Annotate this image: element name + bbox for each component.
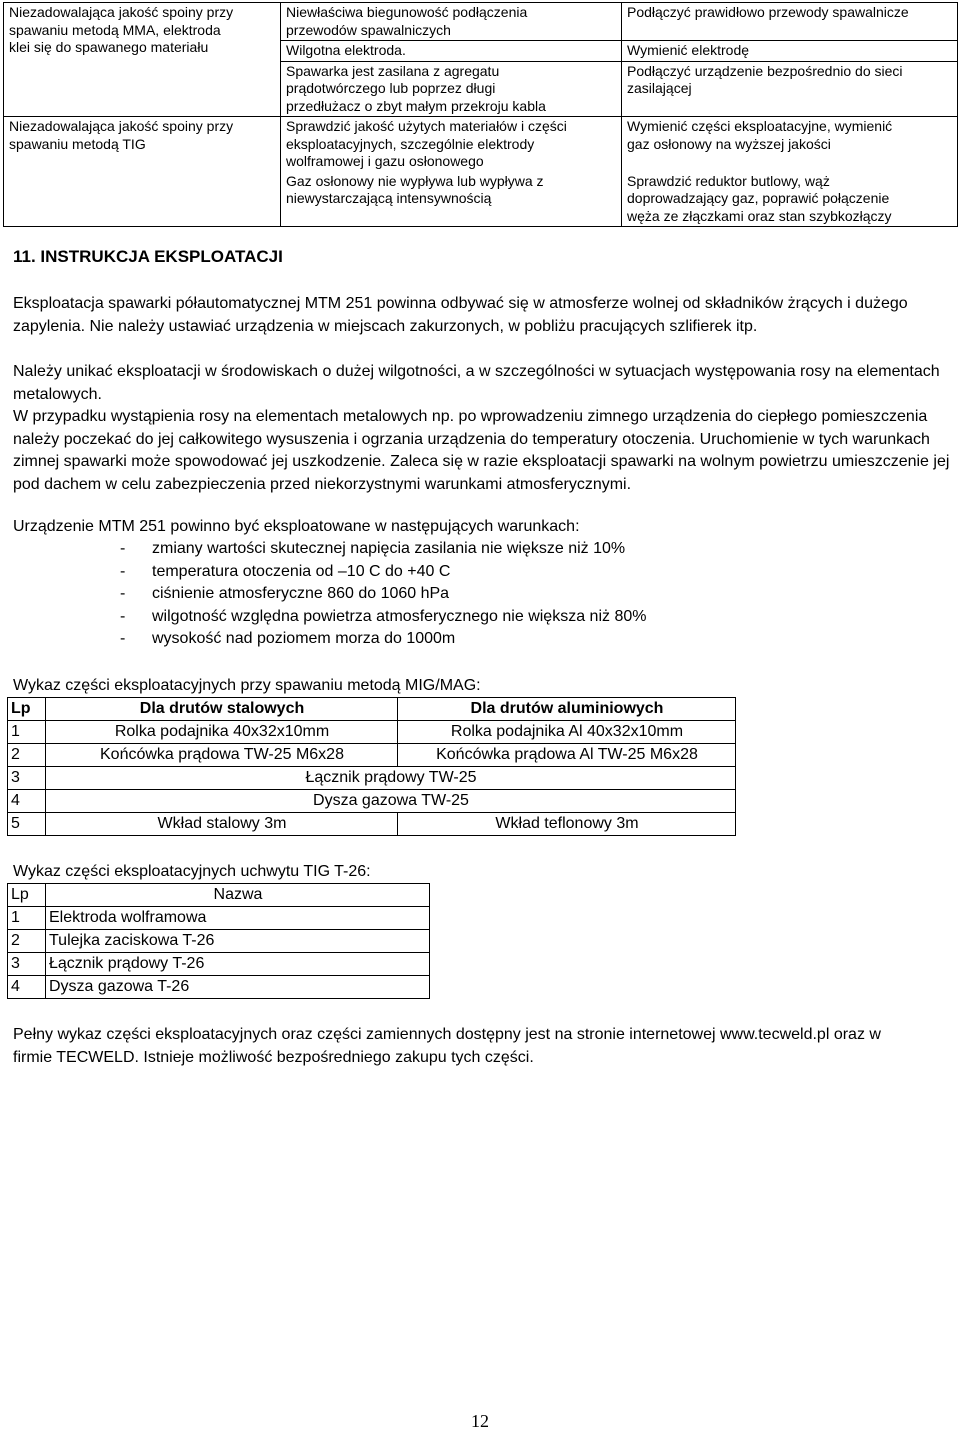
list-item xyxy=(120,561,646,584)
cause-line: przedłużacz o zbyt małym przekroju kabla xyxy=(286,97,546,114)
cause-line: Wilgotna elektroda. xyxy=(286,42,406,58)
name-cell: Tulejka zaciskowa T-26 xyxy=(46,930,430,953)
header-cell-lp: Lp xyxy=(8,884,46,907)
list-dash: - xyxy=(120,630,126,647)
table-row xyxy=(8,767,736,790)
list-dash: - xyxy=(120,562,126,580)
table-row xyxy=(8,790,736,813)
problem-line: klei się do spawanego materiału xyxy=(9,39,209,55)
remedy-cell xyxy=(622,172,958,227)
list-item-text: temperatura otoczenia od –10 C do +40 C xyxy=(152,562,451,580)
remedy-line: Podłączyć prawidłowo przewody spawalnicze xyxy=(627,4,909,20)
remedy-line: Podłączyć urządzenie bezpośrednio do sieci xyxy=(627,62,903,79)
steel-cell: Końcówka prądowa TW-25 M6x28 xyxy=(46,744,398,767)
list-item xyxy=(120,538,646,561)
operating-conditions-list xyxy=(120,538,646,651)
cause-line: Niewłaściwa biegunowość podłączenia xyxy=(286,4,528,20)
steel-cell: Rolka podajnika 40x32x10mm xyxy=(46,721,398,744)
table-row xyxy=(8,813,736,836)
name-cell: Łącznik prądowy T-26 xyxy=(46,953,430,976)
table-row xyxy=(4,117,958,172)
table-row xyxy=(4,3,958,41)
remedy-line: węża ze złączkami oraz stan szybkozłączy xyxy=(627,207,892,224)
list-item xyxy=(120,628,646,651)
cause-cell xyxy=(281,117,622,172)
remedy-line: doprowadzający gaz, poprawić połączenie xyxy=(627,190,890,206)
paragraph: W przypadku wystąpienia rosy na elementach metalowych np. po wprowadzeniu zimnego urządzenia do ciepłego pomieszczenia należy poczekać do jej całkowitego wysuszenia i ogrzania urządzenia do temperatury otoczenia. Uruchomienie w tych warunkach zimnej spawarki może spowodować jej uszkodzenie. Zaleca się w razie eksploatacji spawarki na wolnym powietrzu umieszczenie jej pod dachem w celu zabezpieczenia przed niekorzystnymi warunkami atmosferycznymi. xyxy=(13,408,950,493)
aluminium-cell: Wkład teflonowy 3m xyxy=(398,813,736,836)
table-row xyxy=(8,976,430,999)
remedy-cell xyxy=(622,41,958,62)
remedy-line: Sprawdzić reduktor butlowy, wąż xyxy=(627,172,830,189)
lp-cell: 2 xyxy=(8,744,46,767)
list-item-text: wysokość nad poziomem morza do 1000m xyxy=(152,630,456,647)
paragraph: Eksploatacja spawarki półautomatycznej MTM 251 powinna odbywać się w atmosferze wolnej od składników żrących i dużego zapylenia. Nie należy ustawiać urządzenia w miejscach zakurzonych, w pobliżu pracujących szlifierek itp. xyxy=(13,295,908,335)
table-row xyxy=(8,953,430,976)
merged-cell: Dysza gazowa TW-25 xyxy=(46,790,736,813)
list-dash: - xyxy=(120,585,126,602)
cause-line: Sprawdzić jakość użytych materiałów i części xyxy=(286,118,567,134)
cause-line: Spawarka jest zasilana z agregatu xyxy=(286,62,500,79)
remedy-cell xyxy=(622,117,958,172)
remedy-cell xyxy=(622,3,958,41)
lp-cell: 4 xyxy=(8,790,46,813)
header-cell-lp: Lp xyxy=(8,698,46,721)
aluminium-cell: Rolka podajnika Al 40x32x10mm xyxy=(398,721,736,744)
remedy-line: Wymienić części eksploatacyjne, wymienić xyxy=(627,118,893,134)
list-item xyxy=(120,606,646,629)
remedy-line: gaz osłonowy na wyższej jakości xyxy=(627,135,831,152)
header-cell-aluminium: Dla drutów aluminiowych xyxy=(398,698,736,721)
table-row xyxy=(8,744,736,767)
cause-line: niewystarczającą intensywnością xyxy=(286,190,492,206)
tig-parts-caption: Wykaz części eksploatacyjnych uchwytu TIG T-26: xyxy=(13,863,371,880)
list-item-text: wilgotność względna powietrza atmosferycznego nie większa niż 80% xyxy=(152,607,647,625)
lp-cell: 3 xyxy=(8,767,46,790)
cause-cell xyxy=(281,61,622,117)
cause-cell xyxy=(281,41,622,62)
header-cell-name: Nazwa xyxy=(46,884,430,907)
lp-cell: 3 xyxy=(8,953,46,976)
footer-note: Pełny wykaz części eksploatacyjnych oraz części zamiennych dostępny jest na stronie internetowej www.tecweld.pl oraz w firmie TECWELD. Istnieje możliwość bezpośredniego zakupu tych części. xyxy=(13,1026,881,1066)
name-cell: Dysza gazowa T-26 xyxy=(46,976,430,999)
table-header-row xyxy=(8,884,430,907)
list-item xyxy=(120,583,646,606)
cause-cell xyxy=(281,172,622,227)
section-heading: 11. INSTRUKCJA EKSPLOATACJI xyxy=(13,247,283,266)
table-row xyxy=(8,907,430,930)
page-number: 12 xyxy=(471,1411,489,1431)
lp-cell: 1 xyxy=(8,907,46,930)
name-cell: Elektroda wolframowa xyxy=(46,907,430,930)
paragraph: Należy unikać eksploatacji w środowiskach o dużej wilgotności, a w szczególności w sytuacjach występowania rosy na elementach metalowych. xyxy=(13,363,940,403)
cause-line: prądotwórczego lub poprzez długi xyxy=(286,80,496,96)
cause-line: wolframowej i gazu osłonowego xyxy=(286,153,484,169)
list-item-text: ciśnienie atmosferyczne 860 do 1060 hPa xyxy=(152,585,450,602)
lp-cell: 4 xyxy=(8,976,46,999)
remedy-cell xyxy=(622,61,958,117)
cause-line: Gaz osłonowy nie wypływa lub wypływa z xyxy=(286,172,544,189)
lp-cell: 2 xyxy=(8,930,46,953)
table-header-row xyxy=(8,698,736,721)
cause-cell xyxy=(281,3,622,41)
lp-cell: 1 xyxy=(8,721,46,744)
problem-cell xyxy=(4,117,281,227)
troubleshooting-table xyxy=(3,2,958,227)
tig-parts-table xyxy=(7,883,430,999)
merged-cell: Łącznik prądowy TW-25 xyxy=(46,767,736,790)
problem-line: spawaniu metodą MMA, elektroda xyxy=(9,21,221,38)
problem-cell xyxy=(4,3,281,117)
paragraph: Urządzenie MTM 251 powinno być eksploatowane w następujących warunkach: xyxy=(13,518,580,535)
cause-line: przewodów spawalniczych xyxy=(286,21,451,38)
cause-line: eksploatacyjnych, szczególnie elektrody xyxy=(286,135,535,152)
problem-line: Niezadowalająca jakość spoiny przy xyxy=(9,118,234,134)
list-dash: - xyxy=(120,607,126,625)
list-dash: - xyxy=(120,540,126,557)
problem-line: spawaniu metodą TIG xyxy=(9,135,146,152)
header-cell-steel: Dla drutów stalowych xyxy=(46,698,398,721)
aluminium-cell: Końcówka prądowa Al TW-25 M6x28 xyxy=(398,744,736,767)
list-item-text: zmiany wartości skutecznej napięcia zasilania nie większe niż 10% xyxy=(152,540,626,557)
remedy-line: zasilającej xyxy=(627,80,692,96)
mig-parts-caption: Wykaz części eksploatacyjnych przy spawaniu metodą MIG/MAG: xyxy=(13,677,481,694)
table-row xyxy=(8,930,430,953)
mig-parts-table xyxy=(7,697,736,836)
lp-cell: 5 xyxy=(8,813,46,836)
remedy-line: Wymienić elektrodę xyxy=(627,42,750,58)
problem-line: Niezadowalająca jakość spoiny przy xyxy=(9,4,234,20)
steel-cell: Wkład stalowy 3m xyxy=(46,813,398,836)
table-row xyxy=(8,721,736,744)
